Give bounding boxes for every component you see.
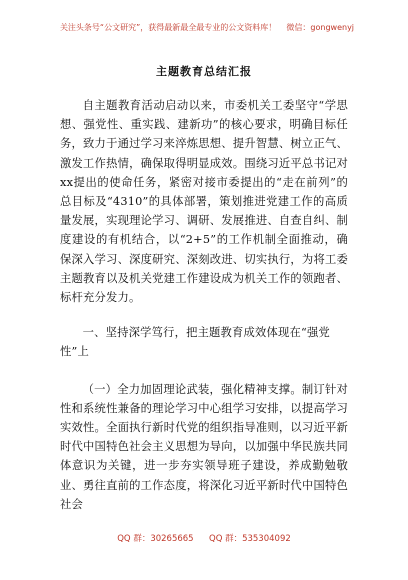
document-body: [60, 96, 348, 514]
paragraph-intro: 自主题教育活动启动以来，市委机关工委坚守“学思想、强党性、重实践、建新功”的核心要求，明确目标任务，致力于通过学习来淬炼思想、提升智慧、树立正气、激发工作热情，确保取得明显成效。围绕习近平总书记对xx提出的使命任务，紧密对接市委提出的“走在前列”的总目标及“4310”的具体部署，策划推进党建工作的高质量发展，实现理论学习、调研、发展推进、自查自纠、制度建设的有机结合，以“2+5”的工作机制全面推动，确保深入学习、深度研究、深刻改进、切实执行，为将工委主题教育以及机关党建工作建设成为机关工作的领跑者、标杆充分发力。: [60, 99, 348, 305]
footer-qq-group-1: QQ 群：30265665: [117, 534, 194, 544]
paragraph-subsection-1: （一）全力加固理论武装，强化精神支撑。制订针对性和系统性兼备的理论学习中心组学习安排，以提高学习实效性。全面执行新时代党的组织指导准则，以习近平新时代中国特色社会主义思想为导向，以加强中华民族共同体意识为关键，进一步夯实领导班子建设，养成勤勉敬业、勇往直前的工作态度，将深化习近平新时代中国特色社会: [60, 382, 348, 511]
section-heading-1: 一、坚持深学笃行，把主题教育成效体现在“强党性”上: [60, 326, 331, 359]
top-banner: [40, 22, 374, 34]
footer-contact: [0, 533, 408, 545]
footer-qq-group-2: QQ 群：535304092: [209, 534, 291, 544]
banner-promo-text: 关注头条号“公文研究”，获得最新最全最专业的公文资料库！: [59, 23, 277, 32]
document-title: 主题教育总结汇报: [156, 65, 252, 78]
banner-wechat-text: 微信：gongwenyj: [286, 23, 355, 32]
